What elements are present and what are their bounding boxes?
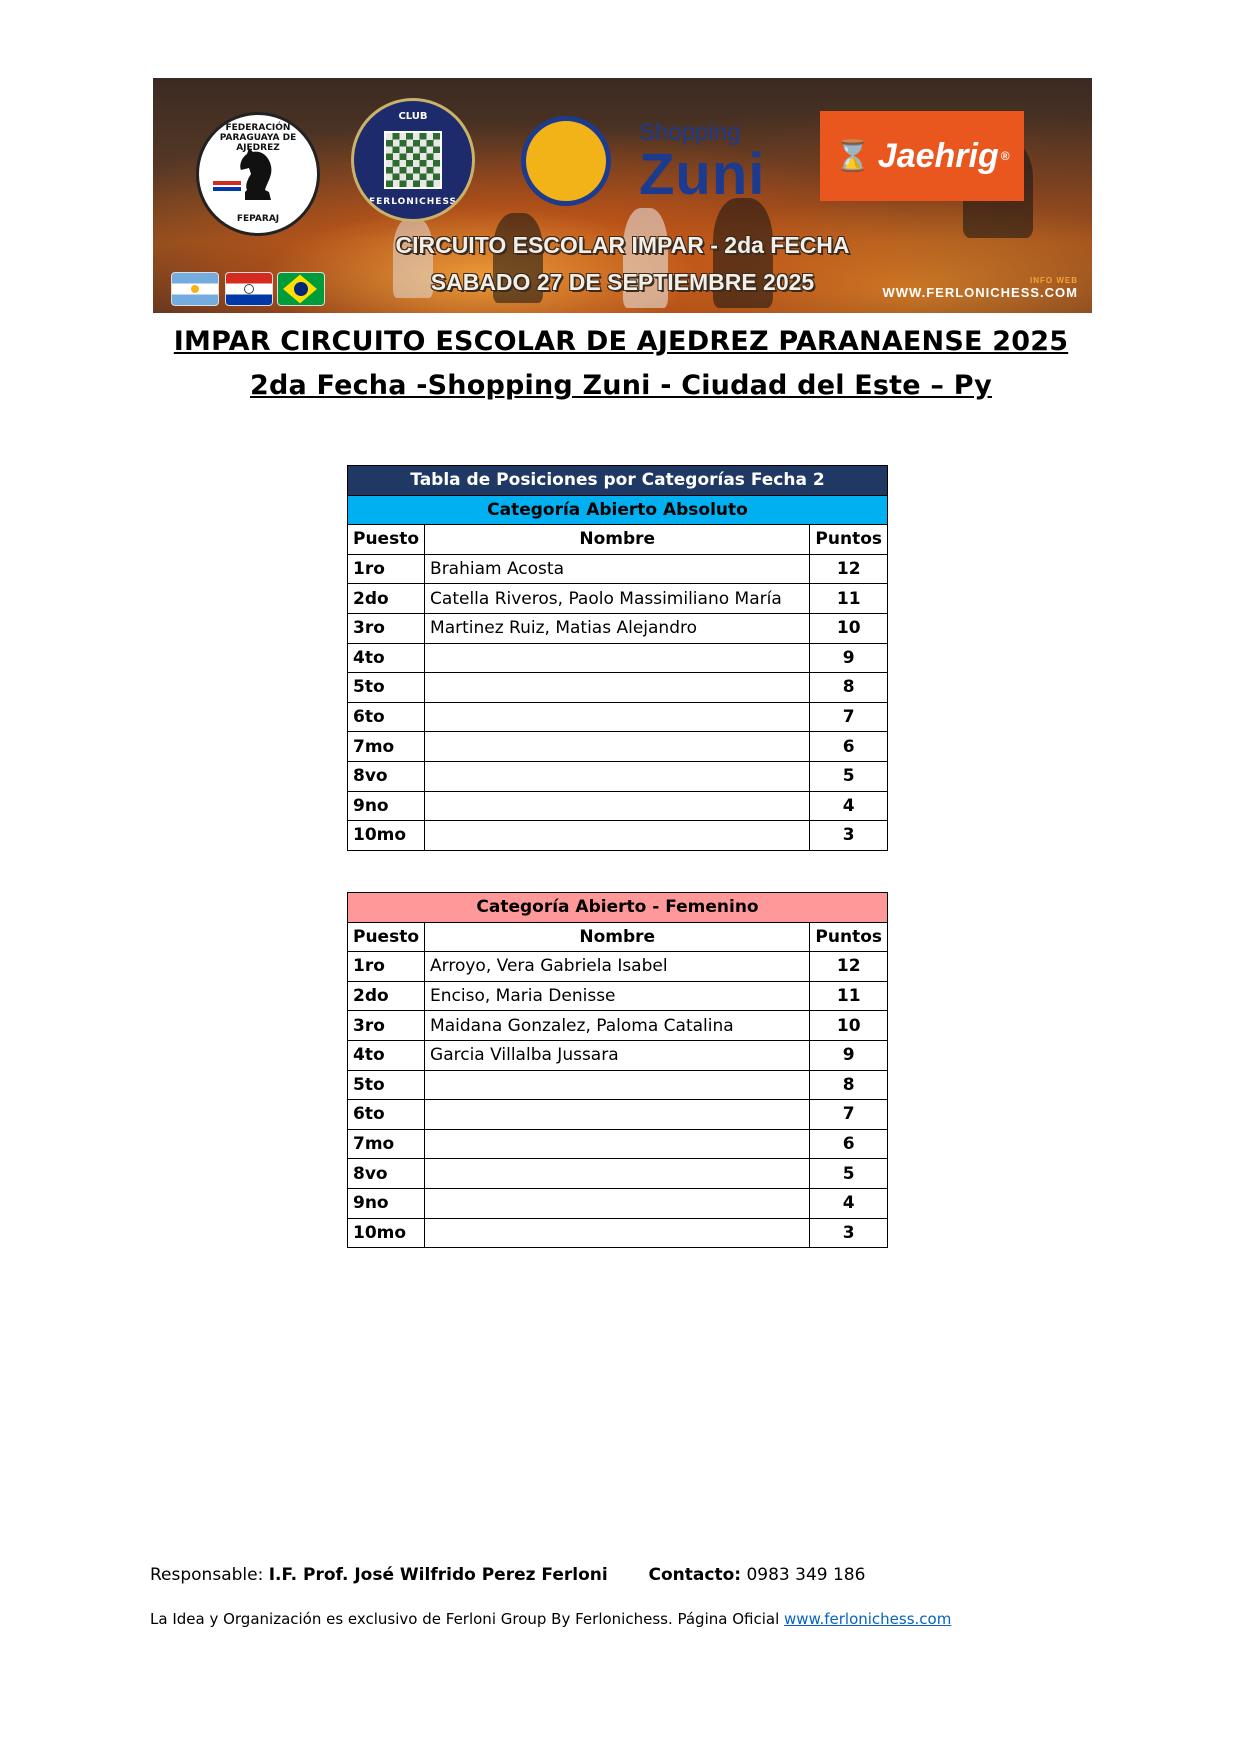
position-cell: 10mo [348,821,425,851]
category-header: Categoría Abierto - Femenino [348,893,888,923]
points-cell: 5 [810,1159,888,1189]
zuni-shopping-text: Shopping [639,119,741,146]
page-title: IMPAR CIRCUITO ESCOLAR DE AJEDREZ PARANAENSE 2025 [173,326,1069,357]
banner-info-web [883,276,1079,300]
player-name-cell [425,821,810,851]
jaehrig-logo [820,111,1024,201]
player-name-cell [425,761,810,791]
points-cell: 4 [810,1188,888,1218]
player-name-cell: Garcia Villalba Jussara [425,1040,810,1070]
position-cell: 7mo [348,1129,425,1159]
position-cell: 9no [348,1188,425,1218]
player-name-cell [425,1188,810,1218]
player-name-cell: Enciso, Maria Denisse [425,981,810,1011]
table-row [348,732,888,762]
points-cell: 6 [810,732,888,762]
position-cell: 2do [348,584,425,614]
table-row [348,1100,888,1130]
player-name-cell: Catella Riveros, Paolo Massimiliano María [425,584,810,614]
table-row [348,702,888,732]
table-row [348,1070,888,1100]
category-header: Categoría Abierto Absoluto [348,495,888,525]
table-title: Tabla de Posiciones por Categorías Fecha 2 [348,466,888,496]
column-header-row [348,525,888,555]
table-row [348,761,888,791]
points-cell: 5 [810,761,888,791]
points-cell: 10 [810,1011,888,1041]
player-name-cell [425,1159,810,1189]
standings-table-absoluto [347,465,888,878]
position-cell: 3ro [348,613,425,643]
player-name-cell [425,673,810,703]
column-header-puesto: Puesto [348,525,425,555]
sun-icon [521,116,611,206]
player-name-cell: Maidana Gonzalez, Paloma Catalina [425,1011,810,1041]
table-row [348,554,888,584]
points-cell: 3 [810,1218,888,1248]
player-name-cell [425,1129,810,1159]
player-name-cell [425,1218,810,1248]
feparaj-short-text: FEPARAJ [236,214,280,224]
points-cell: 6 [810,1129,888,1159]
points-cell: 7 [810,1100,888,1130]
player-name-cell: Arroyo, Vera Gabriela Isabel [425,952,810,982]
position-cell: 4to [348,1040,425,1070]
page-subtitle: 2da Fecha -Shopping Zuni - Ciudad del Este – Py [250,370,992,401]
feparaj-logo [196,112,320,236]
footer-responsable-line [150,1565,865,1585]
points-cell: 10 [810,613,888,643]
column-header-row [348,922,888,952]
table-row [348,1159,888,1189]
info-web-site: WWW.FERLONICHESS.COM [882,285,1078,300]
column-header-puntos: Puntos [810,922,888,952]
table-row [348,1040,888,1070]
info-web-label: INFO WEB [1030,276,1078,285]
player-name-cell [425,702,810,732]
table-row [348,1188,888,1218]
points-cell: 8 [810,1070,888,1100]
club-label: CLUB [398,111,428,122]
event-banner [153,78,1092,313]
table-row [348,1011,888,1041]
position-cell: 1ro [348,554,425,584]
position-cell: 10mo [348,1218,425,1248]
table-row [348,952,888,982]
position-cell: 5to [348,1070,425,1100]
points-cell: 11 [810,584,888,614]
table-row [348,613,888,643]
argentina-flag-icon [171,272,219,306]
shopping-zuni-logo [521,111,781,206]
column-header-puesto: Puesto [348,922,425,952]
points-cell: 12 [810,952,888,982]
contacto-value: 0983 349 186 [746,1565,866,1585]
responsable-name: I.F. Prof. José Wilfrido Perez Ferloni [268,1565,608,1585]
credit-text: La Idea y Organización es exclusivo de Ferloni Group By Ferlonichess. Página Oficial [150,1610,780,1628]
table-row [348,821,888,851]
player-name-cell [425,1100,810,1130]
position-cell: 4to [348,643,425,673]
position-cell: 7mo [348,732,425,762]
points-cell: 8 [810,673,888,703]
jaehrig-text: Jaehrig [877,136,999,175]
column-header-nombre: Nombre [425,922,810,952]
position-cell: 2do [348,981,425,1011]
banner-event-title: CIRCUITO ESCOLAR IMPAR - 2da FECHA [395,232,850,258]
hourglass-icon: ⌛ [834,139,872,173]
table-row [348,643,888,673]
points-cell: 3 [810,821,888,851]
position-cell: 9no [348,791,425,821]
player-name-cell [425,791,810,821]
table-row [348,791,888,821]
player-name-cell [425,732,810,762]
points-cell: 12 [810,554,888,584]
paraguay-flag-icon [225,272,273,306]
table-row [348,673,888,703]
responsable-label: Responsable: [150,1565,264,1585]
contacto-label: Contacto: [648,1565,742,1585]
position-cell: 6to [348,1100,425,1130]
zuni-text: Zuni [639,142,766,207]
position-cell: 3ro [348,1011,425,1041]
position-cell: 1ro [348,952,425,982]
points-cell: 11 [810,981,888,1011]
banner-event-date: SABADO 27 DE SEPTIEMBRE 2025 [430,269,815,295]
ferlonichess-club-logo [351,98,475,222]
knight-icon [233,144,283,204]
brazil-flag-icon [277,272,325,306]
feparaj-ring-text: FEDERACIÓN PARAGUAYA DE AJEDREZ [219,123,297,153]
table-row [348,981,888,1011]
official-site-link[interactable]: www.ferlonichess.com [784,1610,952,1628]
table-row [348,1129,888,1159]
position-cell: 8vo [348,1159,425,1189]
points-cell: 7 [810,702,888,732]
points-cell: 9 [810,1040,888,1070]
footer-credit-line [150,1610,951,1628]
table-row [348,584,888,614]
player-name-cell: Martinez Ruiz, Matias Alejandro [425,613,810,643]
registered-icon: ® [1000,149,1010,163]
table-row [348,1218,888,1248]
points-cell: 4 [810,791,888,821]
position-cell: 6to [348,702,425,732]
position-cell: 5to [348,673,425,703]
chessboard-icon [384,131,442,189]
points-cell: 9 [810,643,888,673]
column-header-puntos: Puntos [810,525,888,555]
position-cell: 8vo [348,761,425,791]
player-name-cell [425,643,810,673]
player-name-cell [425,1070,810,1100]
club-name: FERLONICHESS [368,197,458,207]
player-name-cell: Brahiam Acosta [425,554,810,584]
standings-table-femenino [347,892,888,1248]
column-header-nombre: Nombre [425,525,810,555]
